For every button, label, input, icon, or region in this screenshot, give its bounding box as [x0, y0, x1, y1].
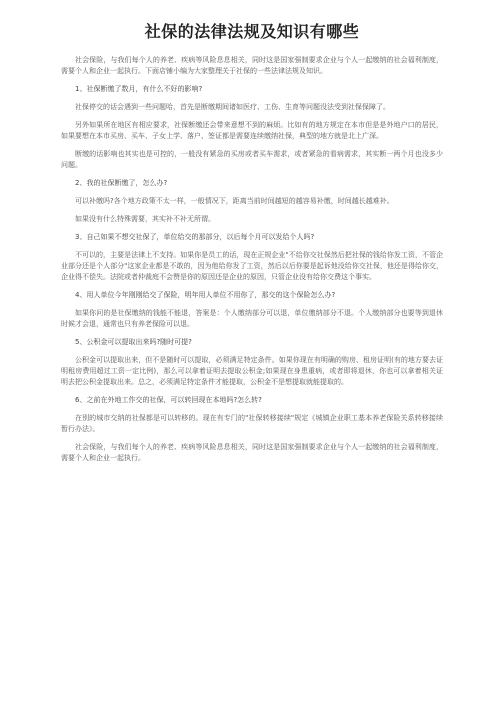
closing-paragraph: 社会保险，与我们每个人的养老、疾病等风险息息相关，同时这是国家强制要求企业与个人一起缴纳的社会福利制度，需要个人和企业一起执行。 — [61, 443, 443, 462]
question-6-heading: 6、之前在外地工作交的社保，可以转回现在本地吗?怎么转? — [75, 396, 262, 404]
page-title: 社保的法律法规及知识有哪些 — [144, 22, 360, 41]
question-4-heading: 4、用人单位今年刚刚给交了保险，明年用人单位不用你了，那交的这个保险怎么办? — [75, 291, 336, 299]
answer-1-paragraph-1: 社保停交的话会遇到一些问题哈，首先是断缴期间诸如医疗、工伤、生育等问题没法受到社保保障了。 — [75, 103, 390, 111]
answer-3-paragraph-1: 不可以的，主要是法律上不支持。如果你是员工的话，现在正规企业"不给你交社保然后把社保的钱给你发工资，不管企业部分还是个人部分"这家企业都是不敢的，因为他给你发了工资，然后以后你要是起诉他没给你交社保，他还是得给你交，企业得不偿失。法院或者仲裁庭不会赞是你的原因还是企业的原因，只管企业没有给你交费这个事实。 — [61, 251, 443, 281]
answer-2-paragraph-1: 可以补缴吗?各个地方政策不太一样，一般情况下，距离当前时间越短的越容易补缴，时间越长越难补。 — [75, 197, 394, 205]
answer-1-paragraph-2: 另外如果所在地区有相应要求，社保断缴还会带来意想不到的麻烦。比如有的地方规定在本市但是是外地户口的居民，如果要想在本市买房、买车、子女上学、落户、签证都是需要连续缴纳社保，典型的地方就是北上广深。 — [61, 121, 443, 140]
answer-4-paragraph-1: 如果你问的是社保缴纳的钱能不能退，答案是：个人缴纳部分可以退，单位缴纳部分不退。个人缴纳部分也要等到退休时候才会退，通常也只有养老保险可以退。 — [61, 309, 443, 328]
answer-5-paragraph-1: 公积金可以提取出来，但不是随时可以提取，必须满足特定条件。如果你现在有明确的购房、租房证明(有的地方要去证明租房费用超过工资一定比例)，那么可以拿着证明去提取公积金;如果现在身患重病，或者即将退休，你也可以拿着相关证明去把公积金提取出来。总之，必须满足特定条件才能提取，公积金不是想提取就能提取的。 — [61, 356, 443, 386]
answer-6-paragraph-1: 在别的城市交纳的社保都是可以转移的。现在有专门的"社保转移接续"规定《城镇企业职工基本养老保险关系转移接续暂行办法》。 — [61, 414, 443, 433]
answer-2-paragraph-2: 如果没有什么特殊需要，其实补不补无所谓。 — [75, 215, 215, 223]
question-2-heading: 2、我的社保断缴了，怎么办? — [75, 179, 168, 187]
answer-1-paragraph-3: 断缴的话影响也其实也是可控的，一般没有紧急的买房或者买车需求，或者紧急的看病需求，其实断一两个月也没多少问题。 — [61, 150, 443, 169]
article-body — [61, 55, 443, 464]
question-1-heading: 1、社保断缴了数月，有什么不好的影响? — [75, 85, 203, 93]
question-5-heading: 5、公积金可以提取出来吗?随时可提? — [75, 338, 192, 346]
question-3-heading: 3、自己如果不想交社保了，单位给交的那部分，以后每个月可以发给个人吗? — [75, 233, 315, 241]
intro-paragraph: 社会保险，与我们每个人的养老、疾病等风险息息相关，同时这是国家强制要求企业与个人一起缴纳的社会福利制度，需要个人和企业一起执行。下面店铺小编为大家整理关于社保的一些法律法规及知识。 — [61, 56, 443, 75]
